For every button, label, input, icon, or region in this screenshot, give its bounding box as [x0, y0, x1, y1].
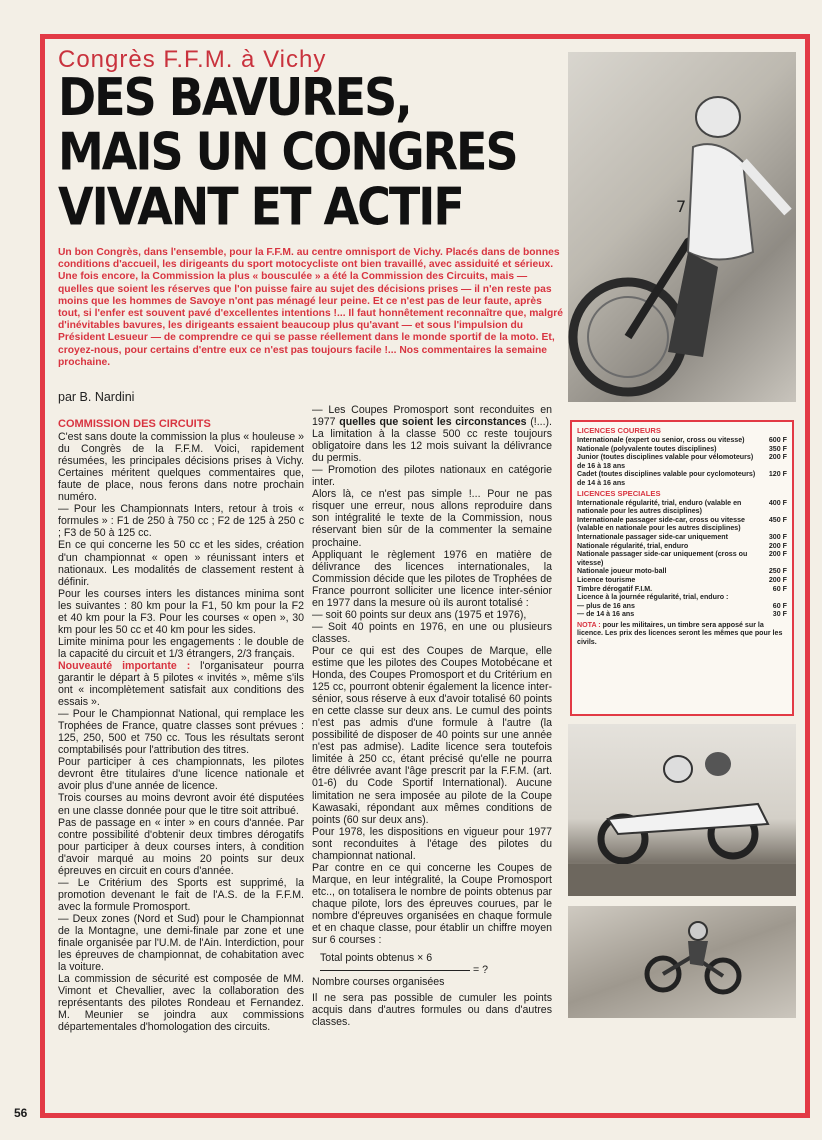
- formula-result: = ?: [472, 964, 488, 977]
- licence-price: 250 F: [768, 567, 787, 576]
- text-column-1: [58, 418, 304, 1033]
- article-headline: [58, 66, 558, 237]
- licence-label: Cadet (toutes disciplines valable pour cyclomoteurs) de 14 à 16 ans: [577, 470, 756, 487]
- paragraph: Pour 1978, les dispositions en vigueur pour 1977 sont reconduites à l'étage des pilotes du championnat national.: [312, 825, 552, 862]
- article-kicker: Congrès F.F.M. à Vichy: [58, 46, 327, 73]
- speedway-rider-photo: [568, 52, 796, 402]
- licences-heading: LICENCES SPECIALES: [577, 488, 661, 498]
- licence-label: Nationale (polyvalente toutes disciplines): [577, 444, 717, 453]
- emphasis-text: quelles que soient les circonstances: [339, 416, 527, 429]
- licence-label: — de 14 à 16 ans: [577, 610, 635, 619]
- licence-label: Internationale régularité, trial, enduro (valable en nationale pour les autres disciplines): [577, 498, 742, 516]
- licence-label: Timbre dérogatif F.I.M.: [577, 584, 653, 593]
- paragraph: Il ne sera pas possible de cumuler les points acquis dans d'autres formules ou dans d'autres classes.: [312, 992, 552, 1029]
- licence-row: [577, 610, 787, 619]
- licence-label: Nationale joueur moto-ball: [577, 567, 667, 576]
- licence-row: [577, 542, 787, 551]
- paragraph: Alors là, ce n'est pas simple !... Pour ne pas risquer une erreur, nous allons reproduire dans son intégralité le texte de la Commission, nous réservant bien sûr de la commenter la semaine prochaine.: [312, 488, 552, 549]
- page-number: 56: [14, 1106, 28, 1120]
- licence-row: [577, 550, 787, 567]
- licence-price: 120 F: [768, 470, 787, 479]
- paragraph: — Le Critérium des Sports est supprimé, la promotion devenant le fait de l'A.S. de la F.F.M. avec la formule Promosport.: [58, 876, 304, 913]
- licence-price: 60 F: [772, 601, 787, 610]
- paragraph: Pour les courses inters les distances minima sont les suivantes : 80 km pour la F1, 50 km pour la F2 et 40 km pour la F3. Pour les courses « open », 30 km pour les 50 cc et 40 km pour les sides.: [58, 587, 304, 636]
- note-text: pour les militaires, un timbre sera apposé sur la licence. Les prix des licences seront les mêmes que pour les civils.: [577, 620, 783, 647]
- licence-label: — plus de 16 ans: [577, 601, 635, 610]
- licence-list: [577, 436, 787, 488]
- sidecar-photo: [568, 724, 796, 896]
- headline-line-2: MAIS UN CONGRES: [58, 121, 517, 182]
- paragraph: Par contre en ce qui concerne les Coupes de Marque, en leur intégralité, la Coupe Promosport etc.., on totalisera le nombre de points obtenus par chaque pilote, lors des épreuves courues, par le nombre d'épreuves organisées en chaque formule et en chaque classe, pour établir un chiffre moyen sur 6 courses :: [312, 861, 552, 947]
- formula-denominator: Nombre courses organisées: [312, 976, 445, 989]
- licence-list: [577, 499, 787, 619]
- licence-row: [577, 499, 787, 516]
- licence-price: 30 F: [772, 610, 787, 619]
- trial-rider-photo: [568, 906, 796, 1018]
- licence-label: Junior (toutes disciplines valable pour vélomoteurs) de 16 à 18 ans: [577, 453, 754, 470]
- paragraph-text: l'organisateur pourra garantir le départ à 5 pilotes « invités », même s'ils ont « incomplètement satisfait aux conditions des essais ».: [58, 659, 304, 709]
- licence-price: 200 F: [768, 541, 787, 550]
- licence-label: Internationale passager side-car uniquement: [577, 532, 728, 541]
- licence-row: [577, 516, 787, 533]
- speedway-rider-illustration: [568, 52, 796, 402]
- paragraph: — Pour le Championnat National, qui remplace les Trophées de France, quatre classes sont prévues : 125, 250, 500 et 750 cc. Tous les résultats seront comptabilisés pour l'attribution des titres.: [58, 708, 304, 757]
- svg-text:7: 7: [676, 197, 687, 216]
- licence-row: [577, 567, 787, 576]
- formula-numerator: Total points obtenus × 6: [320, 952, 433, 965]
- paragraph: Limite minima pour les engagements : le double de la capacité du circuit et 1/3 étrangers, 2/3 français.: [58, 635, 304, 660]
- paragraph: — Deux zones (Nord et Sud) pour le Championnat de la Montagne, une demi-finale par zone et une finale organisée par l'U.M. de l'Ain. Interdiction, pour les épreuves de championnat, de cohabitation avec la voiture.: [58, 912, 304, 974]
- trial-rider-illustration: [568, 906, 796, 1018]
- paragraph: — soit 60 points sur deux ans (1975 et 1976),: [312, 608, 527, 621]
- licence-row: [577, 602, 787, 611]
- licence-price: 600 F: [768, 436, 787, 444]
- licence-row: [577, 470, 787, 487]
- text-column-2: [312, 404, 552, 1028]
- highlight-label: Nouveauté importante :: [58, 659, 191, 672]
- licence-label: Internationale passager side-car, cross ou vitesse (valable en nationale pour les autres disciplines): [577, 515, 745, 533]
- headline-line-3: VIVANT ET ACTIF: [58, 176, 463, 237]
- licence-price: 450 F: [768, 515, 787, 524]
- paragraph: [312, 404, 552, 464]
- paragraph-text: — Les Coupes Promosport sont reconduites en 1977: [312, 404, 552, 429]
- formula-fraction-bar: [312, 964, 552, 976]
- note-label: NOTA :: [577, 620, 601, 629]
- licence-price: 200 F: [768, 575, 787, 584]
- paragraph: — Pour les Championnats Inters, retour à trois « formules » : F1 de 250 à 750 cc ; F2 de 125 à 250 c ; F3 de 50 à 125 cc.: [58, 503, 304, 540]
- fraction-line: [320, 970, 470, 971]
- licence-row: [577, 585, 787, 594]
- section-heading: COMMISSION DES CIRCUITS: [58, 418, 211, 430]
- paragraph: — Promotion des pilotes nationaux en catégorie inter.: [312, 464, 552, 489]
- licence-row: [577, 445, 787, 454]
- paragraph: Pour participer à ces championnats, les pilotes devront être titulaires d'une licence nationale et avoir plus d'une année de licence.: [58, 756, 304, 793]
- paragraph: Pour ce qui est des Coupes de Marque, elle estime que les pilotes des Coupes Motobécane et Honda, des Coupes Promosport et du Critérium en 125 cc, pourront obtenir également la licence inter-sénior, sous réserve à eux d'avoir totalisé 60 points en cette classe sur deux ans. Le cumul des points n'est pas admis d'une formule à l'autre (la possibilité de disposer de 40 points sur une année n'est pas admise). Ladite licence sera toutefois limitée à 250 cc, étant précisé qu'elle ne pourra être délivrée avant l'âge prescrit par la F.F.M. (art. 01-6) du Code Sportif International). Aucune limitation ne sera imposée au pilote de la Coupe Kawasaki, répondant aux mêmes conditions de points (60 sur deux ans).: [312, 644, 552, 826]
- licence-row: [577, 593, 787, 602]
- paragraph-text: (!...). La limitation à la classe 500 cc reste toujours obligatoire dans les 12 mois suivant la délivrance du permis.: [312, 416, 552, 465]
- licence-label: Licence tourisme: [577, 575, 636, 584]
- paragraph: [58, 660, 304, 708]
- sidecar-illustration: [568, 724, 796, 896]
- licence-label: Nationale passager side-car uniquement (cross ou vitesse): [577, 550, 748, 567]
- licence-row: [577, 533, 787, 542]
- paragraph: Pas de passage en « inter » en cours d'année. Par contre possibilité d'obtenir deux timbres dérogatifs pour participer à deux courses inters, à condition d'avoir marqué au moins 20 points sur deux épreuves en circuit en cours d'année.: [58, 816, 304, 877]
- licence-price: 350 F: [768, 444, 787, 453]
- licences-heading: LICENCES COUREURS: [577, 426, 661, 435]
- licence-note: [577, 621, 787, 647]
- paragraph: Trois courses au moins devront avoir été disputées en une classe donnée pour que le titre soit attribué.: [58, 792, 304, 817]
- article-intro: Un bon Congrès, dans l'ensemble, pour la F.F.M. au centre omnisport de Vichy. Placés dans de bonnes conditions d'accueil, les dirigeants du sport motocycliste ont bien travaillé, avec assiduité et sérieux. Une fois encore, la Commission la plus « bousculée » a été la Commission des Circuits, mais — quelles que soient les réserves que l'on puisse faire au sujet des décisions prises — il n'en reste pas moins que les hommes de Savoye n'ont pas ménagé leur peine. Et ce n'est pas de leur faute, après tout, si l'enfer est souvent pavé d'excellentes intentions !... Il faut honnêtement reconnaître que, malgré d'inévitables bavures, les dirigeants essaient beaucoup plus qu'avant — et sous l'impulsion du Président Lesueur — de comprendre ce qui se passe réellement dans le monde sportif de la moto. Et, croyez-nous, pour certains d'entre eux ce n'est pas toujours facile !... Nos commentaires la semaine prochaine.: [58, 247, 563, 368]
- licence-label: Nationale régularité, trial, enduro: [577, 541, 689, 550]
- paragraph: En ce qui concerne les 50 cc et les sides, création d'un championnat « open » réunissant inters et nationaux. Les modalités de classement restent à définir.: [58, 539, 304, 588]
- licence-row: [577, 436, 787, 445]
- licence-price: 200 F: [768, 453, 787, 462]
- licence-price: 300 F: [768, 532, 787, 541]
- licence-row: [577, 576, 787, 585]
- paragraph: — Soit 40 points en 1976, en une ou plusieurs classes.: [312, 620, 552, 645]
- paragraph: Appliquant le règlement 1976 en matière de délivrance des licences internationales, la Commission décide que les pilotes de Trophées de France pourront solliciter une licence inter-sénior en 1977 dans la mesure où ils auront totalisé :: [312, 548, 552, 609]
- byline: par B. Nardini: [58, 390, 135, 404]
- licence-price: 60 F: [772, 584, 787, 593]
- licence-price: 400 F: [768, 498, 787, 507]
- licence-label: Licence à la journée régularité, trial, enduro :: [577, 593, 729, 602]
- points-formula: [312, 952, 552, 988]
- licence-label: Internationale (expert ou senior, cross ou vitesse): [577, 436, 745, 444]
- paragraph: C'est sans doute la commission la plus « houleuse » du Congrès de la F.F.M. Voici, rapidement résumées, les principales décisions prises à Vichy. Certaines méritent quelques commentaires que, faute de place, nous ferons dans notre prochain numéro.: [58, 431, 304, 504]
- licence-price: 200 F: [768, 550, 787, 559]
- licence-prices-box: [570, 420, 794, 716]
- licence-row: [577, 453, 787, 470]
- licence-price: [757, 593, 787, 602]
- paragraph: La commission de sécurité est composée de MM. Vimont et Chevallier, avec la collaboration des représentants des pilotes Rondeau et Fernandez. M. Meunier se joindra aux commissions départementales d'homologation des circuits.: [58, 973, 304, 1034]
- headline-line-1: DES BAVURES,: [58, 66, 411, 128]
